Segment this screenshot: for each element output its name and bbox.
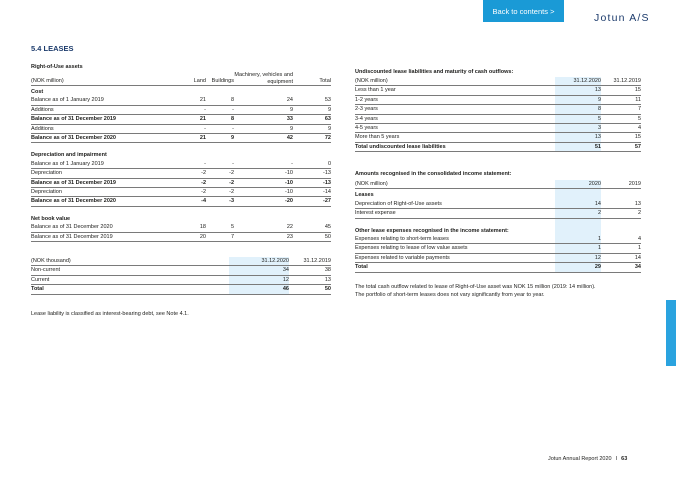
- amounts-cell: 14: [555, 200, 601, 209]
- rou-cell: 72: [293, 134, 331, 143]
- amounts-note-2: The portfolio of short-term leases does not vary significantly from year to year.: [355, 292, 545, 298]
- rou-header-cell: Buildings: [206, 72, 234, 86]
- maturity-cell: 8: [555, 105, 601, 114]
- rou-cell: -: [206, 124, 234, 133]
- rou-cell: -4: [171, 197, 206, 206]
- rou-cell: [171, 149, 206, 159]
- rou-row: [31, 124, 331, 133]
- rou-cell: [293, 213, 331, 223]
- maturity-cell: 15: [601, 133, 641, 142]
- rou-cell: -20: [234, 197, 293, 206]
- maturity-row: [355, 105, 641, 114]
- rou-cell: -2: [206, 178, 234, 187]
- rou-cell: [206, 149, 234, 159]
- maturity-cell: 13: [555, 133, 601, 142]
- amounts-cell: 2: [601, 209, 641, 218]
- amounts-cell: [555, 189, 601, 200]
- page-number: 63: [621, 456, 628, 462]
- rou-cell: 20: [171, 232, 206, 241]
- maturity-cell: 13: [555, 86, 601, 95]
- rou-cell: 63: [293, 115, 331, 124]
- amounts-cell: Depreciation of Right-of-Use assets: [355, 200, 555, 209]
- rou-row: [31, 213, 331, 223]
- rou-cell: 21: [171, 96, 206, 105]
- footer-report-name: Jotun Annual Report 2020: [548, 456, 612, 462]
- maturity-cell: 5: [555, 114, 601, 123]
- rou-cell: 21: [171, 115, 206, 124]
- rou-cell: 22: [234, 223, 293, 232]
- maturity-row: [355, 95, 641, 104]
- rou-cell: [171, 86, 206, 97]
- page-title: 5.4 LEASES: [31, 44, 74, 53]
- amounts-cell: Total: [355, 263, 555, 272]
- rou-row: [31, 169, 331, 178]
- rou-cell: -13: [293, 169, 331, 178]
- liability-header-cell: (NOK thousand): [31, 257, 229, 266]
- rou-cell: 21: [171, 134, 206, 143]
- rou-cell: -27: [293, 197, 331, 206]
- maturity-row: [355, 86, 641, 95]
- liability-cell: Current: [31, 275, 229, 284]
- maturity-row: [355, 133, 641, 142]
- amounts-cell: 1: [555, 235, 601, 244]
- maturity-header-cell: (NOK million): [355, 77, 555, 86]
- maturity-cell: 9: [555, 95, 601, 104]
- rou-cell: 53: [293, 96, 331, 105]
- rou-title: Right-of-Use assets: [31, 64, 83, 70]
- amounts-row: [355, 209, 641, 218]
- rou-cell: 42: [234, 134, 293, 143]
- rou-cell: Additions: [31, 124, 171, 133]
- rou-cell: -13: [293, 178, 331, 187]
- maturity-cell: 1-2 years: [355, 95, 555, 104]
- liability-header-cell: 31.12.2019: [289, 257, 331, 266]
- rou-header-cell: Total: [293, 72, 331, 86]
- rou-row: [31, 197, 331, 206]
- rou-cell: 18: [171, 223, 206, 232]
- rou-cell: 23: [234, 232, 293, 241]
- rou-header-cell: (NOK million): [31, 72, 171, 86]
- maturity-table: [355, 77, 641, 152]
- amounts-cell: [601, 225, 641, 235]
- rou-cell: [293, 86, 331, 97]
- maturity-cell: 5: [601, 114, 641, 123]
- rou-row: [31, 86, 331, 97]
- amounts-cell: 14: [601, 253, 641, 262]
- rou-cell: -2: [171, 188, 206, 197]
- amounts-row: [355, 225, 641, 235]
- rou-table: [31, 72, 331, 242]
- rou-cell: [234, 149, 293, 159]
- rou-cell: -: [206, 105, 234, 114]
- liability-cell: 12: [229, 275, 289, 284]
- rou-cell: 5: [206, 223, 234, 232]
- rou-cell: Balance as of 31 December 2020: [31, 223, 171, 232]
- rou-cell: Balance as of 31 December 2020: [31, 197, 171, 206]
- rou-cell: -3: [206, 197, 234, 206]
- rou-cell: 9: [293, 105, 331, 114]
- maturity-cell: 2-3 years: [355, 105, 555, 114]
- rou-cell: [293, 149, 331, 159]
- amounts-cell: 13: [601, 200, 641, 209]
- rou-cell: -: [171, 160, 206, 169]
- maturity-cell: 15: [601, 86, 641, 95]
- liability-header-cell: 31.12.2020: [229, 257, 289, 266]
- rou-cell: 8: [206, 96, 234, 105]
- rou-cell: Balance as of 31 December 2019: [31, 232, 171, 241]
- rou-cell: 33: [234, 115, 293, 124]
- liability-table: [31, 257, 331, 295]
- amounts-title: Amounts recognised in the consolidated income statement:: [355, 171, 512, 177]
- maturity-header-cell: 31.12.2019: [601, 77, 641, 86]
- liability-cell: 38: [289, 266, 331, 275]
- rou-cell: -10: [234, 178, 293, 187]
- maturity-row: [355, 124, 641, 133]
- rou-row: [31, 223, 331, 232]
- rou-cell: Additions: [31, 105, 171, 114]
- rou-cell: [234, 213, 293, 223]
- rou-row: [31, 232, 331, 241]
- maturity-cell: 3-4 years: [355, 114, 555, 123]
- amounts-cell: 2: [555, 209, 601, 218]
- amounts-note-1: The total cash outflow related to lease of Right-of-Use asset was NOK 15 million (2019: 14 million).: [355, 284, 596, 290]
- amounts-row: [355, 189, 641, 200]
- amounts-header-cell: (NOK million): [355, 180, 555, 189]
- amounts-cell: 4: [601, 235, 641, 244]
- rou-cell: Balance as of 31 December 2020: [31, 134, 171, 143]
- amounts-row: [355, 253, 641, 262]
- amounts-table: [355, 180, 641, 273]
- amounts-cell: Expenses relating to lease of low value assets: [355, 244, 555, 253]
- liability-cell: 34: [229, 266, 289, 275]
- amounts-cell: Leases: [355, 192, 374, 199]
- liability-row: [31, 266, 331, 275]
- rou-cell: 8: [206, 115, 234, 124]
- rou-cell: 24: [234, 96, 293, 105]
- maturity-title: Undiscounted lease liabilities and maturity of cash outflows:: [355, 69, 514, 75]
- rou-row: [31, 134, 331, 143]
- maturity-cell: 4-5 years: [355, 124, 555, 133]
- rou-cell: 9: [234, 105, 293, 114]
- rou-cell: -: [171, 124, 206, 133]
- rou-cell: Cost: [31, 89, 44, 95]
- rou-row: [31, 149, 331, 159]
- rou-header-cell: Land: [171, 72, 206, 86]
- maturity-row: [355, 114, 641, 123]
- liability-cell: 13: [289, 275, 331, 284]
- rou-cell: -10: [234, 188, 293, 197]
- rou-cell: 9: [206, 134, 234, 143]
- liability-note: Lease liability is classified as interest-bearing debt, see Note 4.1.: [31, 311, 189, 317]
- rou-cell: Balance as of 31 December 2019: [31, 178, 171, 187]
- rou-cell: -2: [206, 169, 234, 178]
- rou-header-cell: Machinery, vehicles and equipment: [234, 72, 293, 85]
- amounts-cell: 29: [555, 263, 601, 272]
- rou-cell: 0: [293, 160, 331, 169]
- rou-cell: -: [234, 160, 293, 169]
- liability-row: [31, 275, 331, 284]
- rou-cell: 7: [206, 232, 234, 241]
- rou-cell: Net book value: [31, 215, 71, 222]
- rou-row: [31, 96, 331, 105]
- maturity-cell: Less than 1 year: [355, 86, 555, 95]
- liability-cell: Total: [31, 285, 229, 294]
- footer-separator: I: [615, 456, 618, 462]
- rou-cell: Depreciation and impairment: [31, 152, 107, 159]
- rou-cell: 9: [234, 124, 293, 133]
- rou-row: [31, 188, 331, 197]
- maturity-cell: 51: [555, 142, 601, 151]
- amounts-row: [355, 235, 641, 244]
- rou-row: [31, 178, 331, 187]
- amounts-cell: 1: [601, 244, 641, 253]
- rou-cell: 50: [293, 232, 331, 241]
- rou-cell: Balance as of 1 January 2019: [31, 160, 171, 169]
- maturity-cell: 57: [601, 142, 641, 151]
- rou-row: [31, 115, 331, 124]
- liability-cell: Non-current: [31, 266, 229, 275]
- rou-row: [31, 105, 331, 114]
- brand-logo: Jotun A/S: [594, 12, 650, 24]
- rou-cell: [206, 86, 234, 97]
- rou-cell: Depreciation: [31, 169, 171, 178]
- maturity-row: [355, 142, 641, 151]
- maturity-cell: 11: [601, 95, 641, 104]
- amounts-header-cell: 2020: [555, 180, 601, 189]
- amounts-cell: 1: [555, 244, 601, 253]
- rou-cell: -: [206, 160, 234, 169]
- rou-cell: [234, 86, 293, 97]
- rou-cell: -14: [293, 188, 331, 197]
- maturity-cell: 7: [601, 105, 641, 114]
- liability-cell: 50: [289, 285, 331, 294]
- liability-cell: 46: [229, 285, 289, 294]
- maturity-cell: 3: [555, 124, 601, 133]
- rou-row: [31, 160, 331, 169]
- liability-row: [31, 285, 331, 294]
- back-to-contents-button[interactable]: Back to contents >: [483, 0, 564, 22]
- rou-cell: -10: [234, 169, 293, 178]
- amounts-cell: 12: [555, 253, 601, 262]
- amounts-row: [355, 244, 641, 253]
- amounts-row: [355, 263, 641, 272]
- maturity-cell: 4: [601, 124, 641, 133]
- rou-cell: [171, 213, 206, 223]
- amounts-cell: Expenses related to variable payments: [355, 253, 555, 262]
- amounts-header-cell: 2019: [601, 180, 641, 189]
- rou-cell: [206, 213, 234, 223]
- maturity-cell: Total undiscounted lease liabilities: [355, 142, 555, 151]
- maturity-header-cell: 31.12.2020: [555, 77, 601, 86]
- amounts-cell: Other lease expenses recognised in the income statement:: [355, 227, 509, 234]
- rou-cell: Balance as of 1 January 2019: [31, 96, 171, 105]
- rou-cell: -2: [171, 178, 206, 187]
- amounts-cell: 34: [601, 263, 641, 272]
- rou-cell: Depreciation: [31, 188, 171, 197]
- rou-cell: -: [171, 105, 206, 114]
- rou-cell: 45: [293, 223, 331, 232]
- amounts-cell: [601, 189, 641, 200]
- maturity-cell: More than 5 years: [355, 133, 555, 142]
- amounts-cell: Expenses relating to short-term leases: [355, 235, 555, 244]
- amounts-row: [355, 200, 641, 209]
- amounts-cell: Interest expense: [355, 209, 555, 218]
- rou-cell: -2: [171, 169, 206, 178]
- page-footer: [548, 456, 627, 462]
- amounts-cell: [555, 225, 601, 235]
- rou-cell: -2: [206, 188, 234, 197]
- rou-cell: 9: [293, 124, 331, 133]
- side-tab-marker: [666, 300, 676, 366]
- rou-cell: Balance as of 31 December 2019: [31, 115, 171, 124]
